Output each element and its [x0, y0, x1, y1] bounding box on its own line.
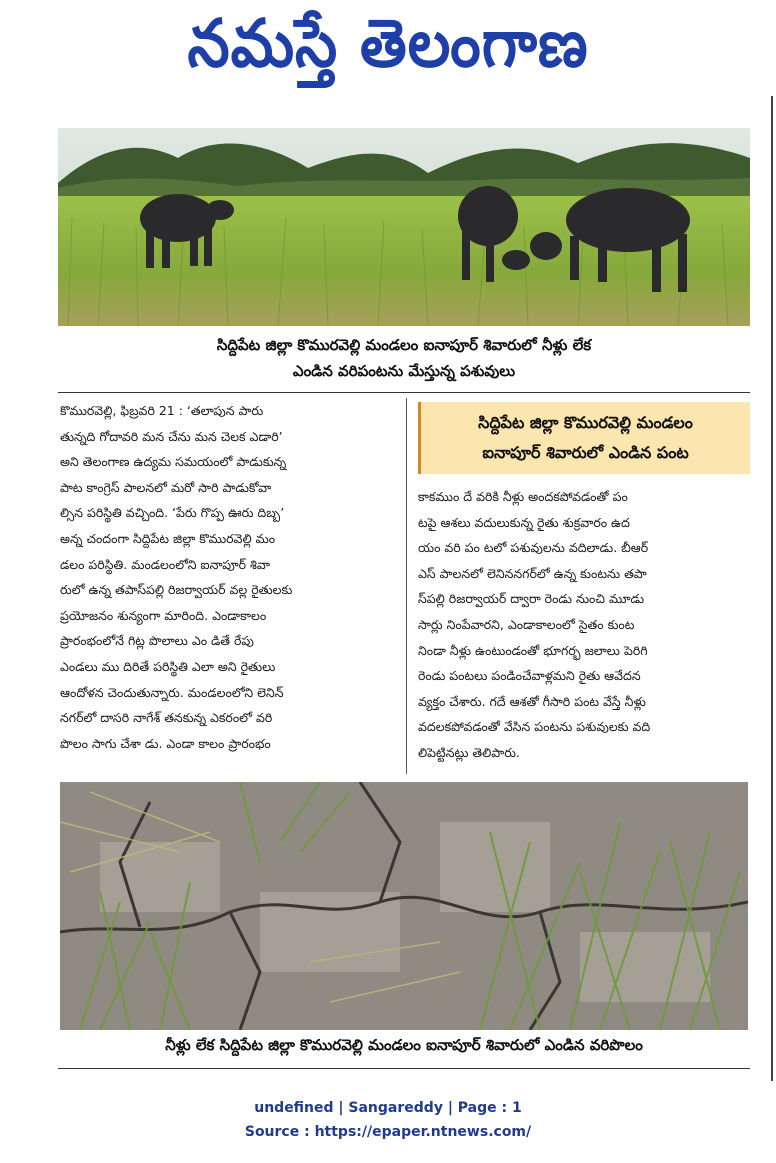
- article-line: కొమురవెల్లి, ఫిబ్రవరి 21 : ‘తలాపున పారు: [60, 403, 264, 418]
- article-line: వ్యక్తం చేశారు. గదే ఆశతో గీసారి పంట వేస్తే నీళ్లు: [418, 693, 646, 709]
- section-divider: [58, 392, 750, 393]
- top-photo-caption-line-1: సిద్దిపేట జిల్లా కొమురవెల్లి మండలం ఐనాపూర్ శివారులో నీళ్లు లేక: [216, 336, 592, 354]
- article-line: అని తెలంగాణ ఉద్యమ సమయంలో పాడుకున్న: [60, 454, 287, 470]
- article-line: ఎండలు ము దిరితే పరిస్థితి ఎలా అని రైతులు: [60, 658, 276, 674]
- article-line: ప్రయోజనం శున్యంగా మారింది. ఎండాకాలం: [60, 607, 267, 623]
- article-line: వదలకపోవడంతో వేసిన పంటను పశువులకు వది: [418, 719, 651, 735]
- dried-paddy-field-photo: [60, 782, 748, 1030]
- highlight-line-2: ఐనాపూర్ శివారులో ఎండిన పంట: [482, 443, 689, 462]
- article-line: పొలం సాగు చేశా డు. ఎండా కాలం ప్రారంభం: [60, 735, 271, 751]
- article-line: రులో ఉన్న తపాస్‌పల్లి రిజర్వాయర్ వల్ల రైతులకు: [60, 582, 293, 598]
- article-line: అన్న చందంగా సిద్దిపేట జిల్లా కొమురవెల్లి మం: [60, 530, 276, 546]
- article-line: నగర్‌లో దాసరి నాగేశ్ తనకున్న ఎకరంలో వరి: [60, 710, 273, 726]
- article-line: యం వరి పం టలో పశువులను వదిలాడు. బీఆర్: [418, 540, 649, 556]
- newspaper-logo-title: నమస్తే తెలంగాణ: [187, 5, 589, 83]
- buffaloes-grazing-photo: [58, 128, 750, 326]
- column-divider: [406, 398, 407, 774]
- article-right-column: [418, 484, 750, 766]
- article-line: ఆందోళన చెందుతున్నారు. మండలంలోని లెనిన్: [60, 684, 284, 700]
- footer-divider: [58, 1068, 750, 1069]
- footer-page-info: undefined | Sangareddy | Page : 1: [254, 1100, 522, 1116]
- top-photo-caption-line-2: ఎండిన వరిపంటను మేస్తున్న పశువులు: [292, 362, 516, 380]
- bottom-photo-caption: నీళ్లు లేక సిద్దిపేట జిల్లా కొమురవెల్లి మండలం ఐనాపూర్ శివారులో ఎండిన వరిపొలం: [165, 1036, 643, 1054]
- article-line: ఎస్ పాలనలో లెనిననగర్‌లో ఉన్న కుంటను తపా: [418, 565, 647, 581]
- highlight-box: [418, 402, 750, 474]
- article-line: ప్రారంభంలోనే గిట్ల పొలాలు ఎం డితే రేపు: [60, 633, 254, 649]
- masthead: [0, 0, 776, 92]
- article-line: టపై ఆశలు వదులుకున్న రైతు శుక్రవారం ఉద: [418, 514, 630, 530]
- article-line: రెండు పంటలు పండించేవాళ్లమని రైతు ఆవేదన: [418, 668, 641, 684]
- article-line: పాట కాంగ్రెస్ పాలనలో మరో సారి పాడుకోవా: [60, 479, 272, 495]
- article-line: కాకముం దే వరికి నీళ్లు అందకపోవడంతో పం: [418, 489, 628, 504]
- highlight-line-1: సిద్దిపేట జిల్లా కొమురవెల్లి మండలం: [478, 413, 693, 432]
- page-edge-rule: [771, 96, 773, 1081]
- article-line: లిపెట్టినట్లు తెలిపారు.: [418, 744, 520, 760]
- article-line: డలం పరిస్థితి. మండలంలోని ఐనాపూర్ శివా: [60, 556, 270, 572]
- article-line: స్‌పల్లి రిజర్వాయర్ ద్వారా రెండు నుంచి మూడు: [418, 591, 645, 607]
- footer-source-link[interactable]: Source : https://epaper.ntnews.com/: [244, 1124, 532, 1140]
- article-line: ల్సిన పరిస్థితి వచ్చింది. ‘పేరు గొప్ప ఊరు దిబ్బ’: [60, 505, 285, 521]
- article-line: నిండా నీళ్లు ఉంటుండంతో భూగర్భ జలాలు పెరిగి: [418, 642, 648, 658]
- article-line: తున్నది గోదావరి మన చేను మన చెలక ఎడారి’: [60, 428, 283, 444]
- article-line: సార్లు నింపేవారని, ఎండాకాలంలో సైతం కుంట: [418, 616, 635, 632]
- article-left-column: [60, 398, 392, 756]
